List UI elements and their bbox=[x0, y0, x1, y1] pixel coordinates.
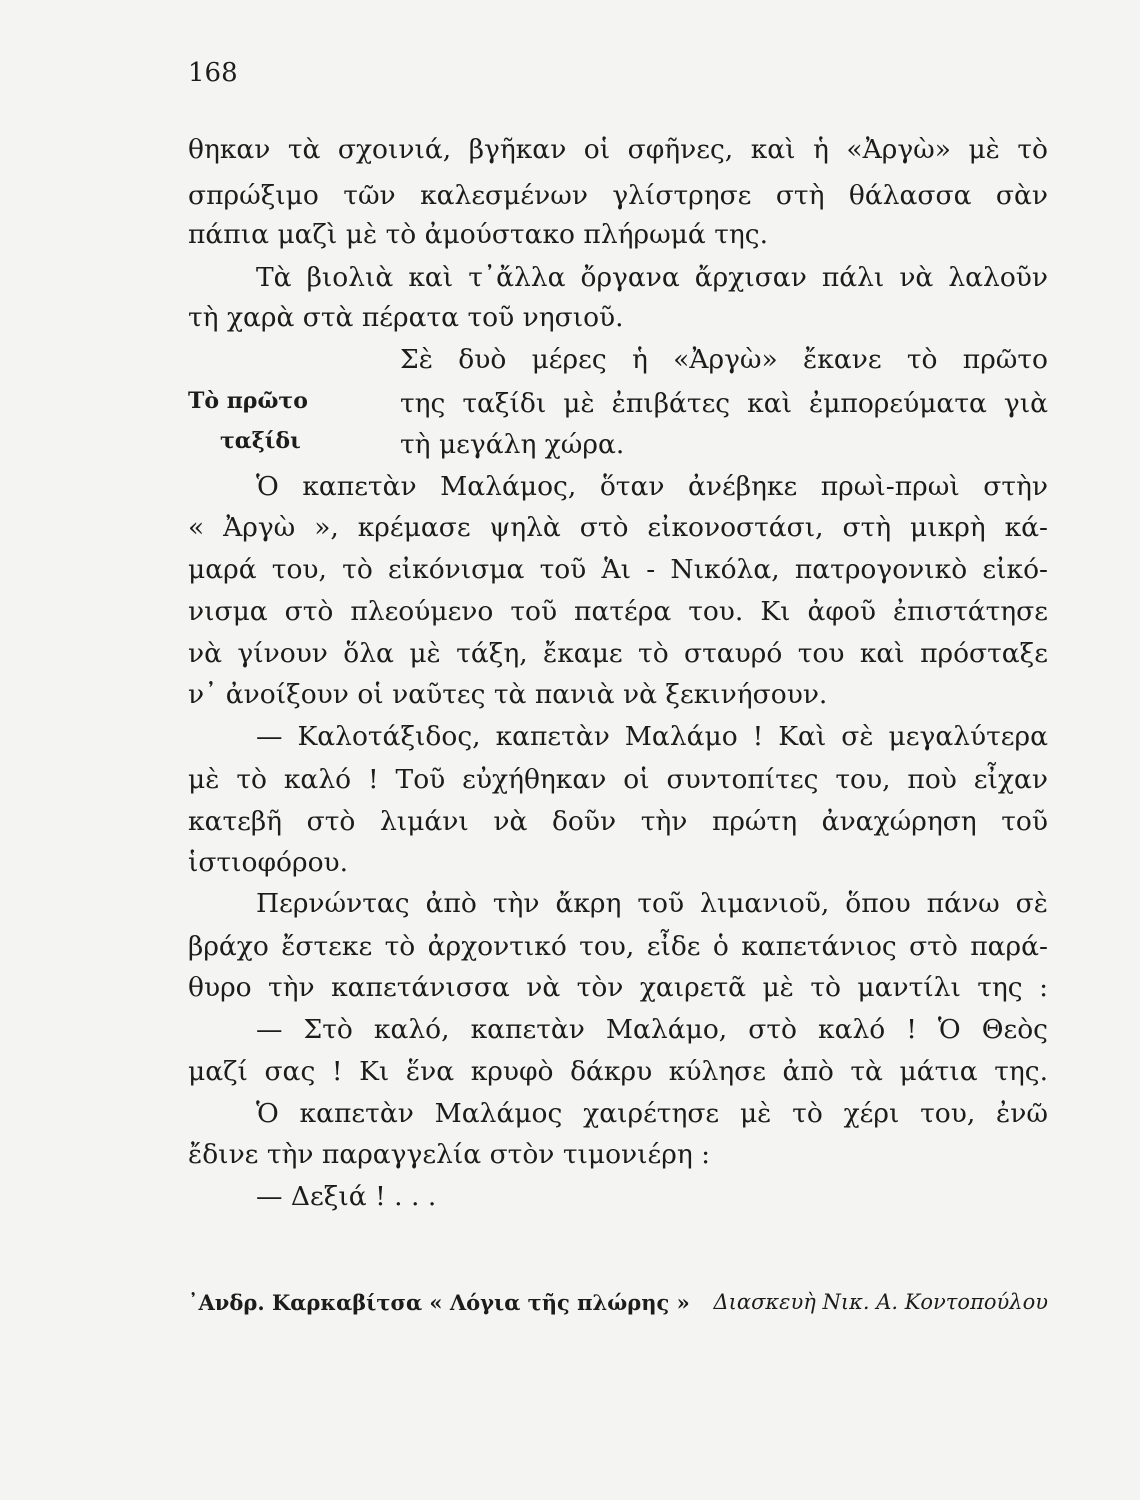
text-line: σπρώξιμο τῶν καλεσμένων γλίστρησε στὴ θάλασσα σὰν bbox=[188, 180, 1048, 211]
text-line: Τὰ βιολιὰ καὶ τ᾽ἄλλα ὄργανα ἄρχισαν πάλι νὰ λαλοῦν bbox=[256, 262, 1048, 293]
text-line: μὲ τὸ καλό ! Τοῦ εὐχήθηκαν οἱ συντοπίτες του, ποὺ εἶχαν bbox=[188, 764, 1048, 795]
margin-note-line: ταξίδι bbox=[220, 428, 301, 454]
text-line: — Καλοτάξιδος, καπετὰν Μαλάμο ! Καὶ σὲ μεγαλύτερα bbox=[256, 721, 1048, 752]
text-line: μαζί σας ! Κι ἕνα κρυφὸ δάκρυ κύλησε ἀπὸ τὰ μάτια της. bbox=[188, 1056, 1048, 1087]
margin-note-line: Τὸ πρῶτο bbox=[188, 388, 308, 414]
text-line: βράχο ἔστεκε τὸ ἀρχοντικό του, εἶδε ὁ καπετάνιος στὸ παρά- bbox=[188, 931, 1048, 962]
text-line: Ὁ καπετὰν Μαλάμος, ὅταν ἀνέβηκε πρωὶ-πρωὶ στὴν bbox=[256, 471, 1048, 502]
text-line: ν᾽ ἀνοίξουν οἱ ναῦτες τὰ πανιὰ νὰ ξεκινήσουν. bbox=[188, 679, 828, 710]
source-footer bbox=[188, 1290, 1048, 1315]
text-line: νὰ γίνουν ὅλα μὲ τάξη, ἔκαμε τὸ σταυρό του καὶ πρόσταξε bbox=[188, 638, 1048, 669]
text-line: τὴ χαρὰ στὰ πέρατα τοῦ νησιοῦ. bbox=[188, 302, 624, 333]
text-line: τὴ μεγάλη χώρα. bbox=[400, 429, 625, 460]
text-line: θυρο τὴν καπετάνισσα νὰ τὸν χαιρετᾶ μὲ τὸ μαντίλι της : bbox=[188, 972, 1048, 1003]
source-author: ᾽Ανδρ. Καρκαβίτσα « Λόγια τῆς πλώρης » bbox=[188, 1290, 690, 1315]
text-line: νισμα στὸ πλεούμενο τοῦ πατέρα του. Κι ἀφοῦ ἐπιστάτησε bbox=[188, 596, 1048, 627]
text-line: « Ἀργὼ », κρέμασε ψηλὰ στὸ εἰκονοστάσι, στὴ μικρὴ κά- bbox=[188, 512, 1048, 543]
text-line: Περνώντας ἀπὸ τὴν ἄκρη τοῦ λιμανιοῦ, ὅπου πάνω σὲ bbox=[256, 888, 1048, 919]
text-line: κατεβῆ στὸ λιμάνι νὰ δοῦν τὴν πρώτη ἀναχώρηση τοῦ bbox=[188, 806, 1048, 837]
text-line: Σὲ δυὸ μέρες ἡ «Ἀργὼ» ἔκανε τὸ πρῶτο bbox=[400, 344, 1048, 375]
text-line: πάπια μαζὶ μὲ τὸ ἀμούστακο πλήρωμά της. bbox=[188, 219, 769, 250]
text-line: — Στὸ καλό, καπετὰν Μαλάμο, στὸ καλό ! Ὁ Θεὸς bbox=[256, 1014, 1048, 1045]
text-line: ἔδινε τὴν παραγγελία στὸν τιμονιέρη : bbox=[188, 1139, 711, 1170]
text-line: μαρά του, τὸ εἰκόνισμα τοῦ Ἁι - Νικόλα, πατρογονικὸ εἰκό- bbox=[188, 554, 1048, 585]
text-line: ἱστιοφόρου. bbox=[188, 847, 349, 878]
text-line: θηκαν τὰ σχοινιά, βγῆκαν οἱ σφῆνες, καὶ ἡ «Ἀργὼ» μὲ τὸ bbox=[188, 134, 1048, 165]
text-line: της ταξίδι μὲ ἐπιβάτες καὶ ἐμπορεύματα γιὰ bbox=[400, 388, 1048, 419]
text-line: Ὁ καπετὰν Μαλάμος χαιρέτησε μὲ τὸ χέρι του, ἐνῶ bbox=[256, 1098, 1048, 1129]
adaptation-credit: Διασκευὴ Νικ. Α. Κοντοπούλου bbox=[713, 1290, 1048, 1314]
page-number: 168 bbox=[188, 58, 238, 88]
text-line: — Δεξιά ! . . . bbox=[256, 1181, 437, 1212]
